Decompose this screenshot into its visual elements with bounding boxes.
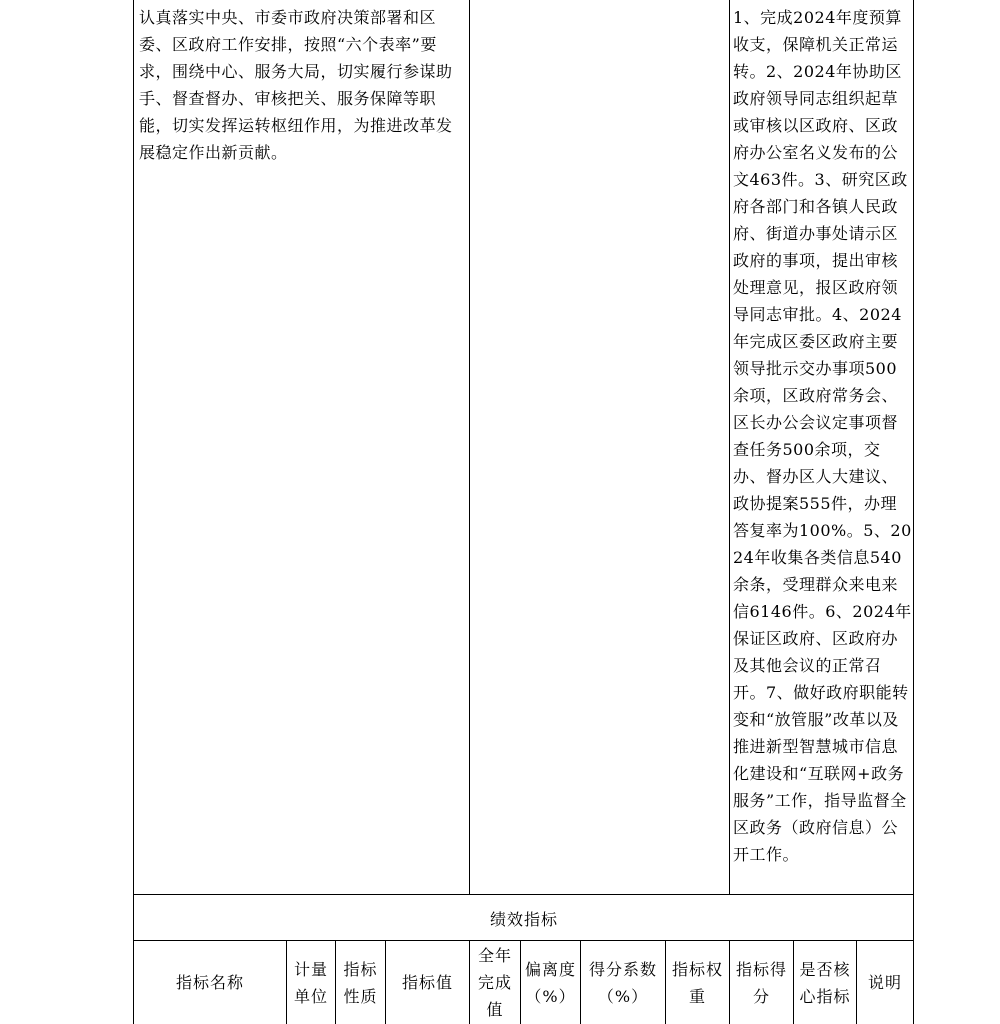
header-note: 说明: [867, 973, 902, 992]
table-divider-col2-left: [469, 0, 470, 895]
header-coefficient: 得分系数（%）: [588, 959, 657, 1006]
header-nature: 指标性质: [343, 959, 378, 1006]
header-score: 指标得分: [735, 959, 787, 1006]
header-unit: 计量单位: [293, 959, 328, 1006]
header-weight: 指标权重: [671, 959, 723, 1006]
goal-description: 认真落实中央、市委市政府决策部署和区委、区政府工作安排，按照“六个表率”要求，围绕中心、服务大局，切实履行参谋助手、督查督办、审核把关、服务保障等职能，切实发挥运转枢纽作用，为推进改革发展稳定作出新贡献。: [139, 8, 453, 162]
header-value: 指标值: [401, 973, 453, 992]
header-deviation: 偏离度（%）: [524, 959, 576, 1006]
table-border-left: [133, 0, 134, 1024]
section-title: 绩效指标: [489, 909, 558, 929]
completion-description: 1、完成2024年度预算收支，保障机关正常运转。2、2024年协助区政府领导同志组织起草或审核以区政府、区政府办公室名义发布的公文463件。3、研究区政府各部门和各镇人民政府、街道办事处请示区政府的事项，提出审核处理意见，报区政府领导同志审批。4、2024年完成区委区政府主要领导批示交办事项500余项，区政府常务会、区长办公会议定事项督查任务500余项，交办、督办区人大建议、政协提案555件，办理答复率为100%。5、2024年收集各类信息540余条，受理群众来电来信6146件。6、2024年保证区政府、区政府办及其他会议的正常召开。7、做好政府职能转变和“放管服”改革以及推进新型智慧城市信息化建设和“互联网+政务服务”工作，指导监督全区政务（政府信息）公开工作。: [733, 8, 912, 864]
header-completion: 全年完成值: [477, 946, 512, 1019]
header-core: 是否核心指标: [799, 959, 851, 1006]
table-border-right: [913, 0, 914, 1024]
table-row-divider: [133, 894, 914, 895]
table-divider-col3-left: [729, 0, 730, 895]
header-indicator-name: 指标名称: [175, 973, 244, 992]
